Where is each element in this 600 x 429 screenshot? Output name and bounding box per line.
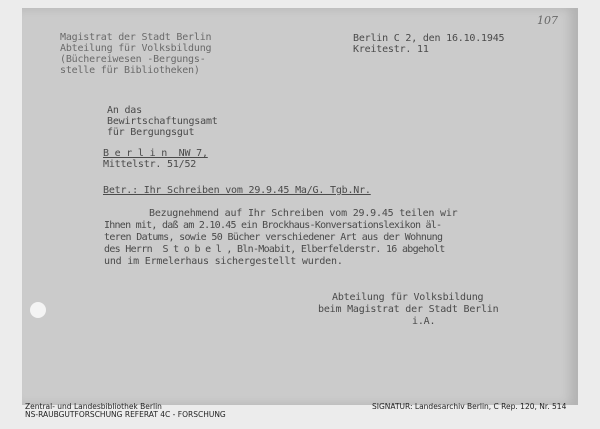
body-line: und im Ermelerhaus sichergestellt wurden.: [104, 256, 343, 267]
folio-number: 107: [537, 14, 558, 27]
sender-line: (Büchereiwesen -Bergungs-: [60, 54, 206, 65]
footer-institution: Zentral- und Landesbibliothek Berlin: [25, 402, 162, 411]
sender-line: Magistrat der Stadt Berlin: [60, 32, 212, 43]
sender-line: Abteilung für Volksbildung: [60, 43, 212, 54]
signature-line: i.A.: [412, 316, 436, 327]
subject-line: Betr.: Ihr Schreiben vom 29.9.45 Ma/G. Tgb.Nr.: [103, 185, 371, 196]
punch-hole: [30, 302, 46, 318]
footer-signatur: SIGNATUR: Landesarchiv Berlin, C Rep. 120, Nr. 514: [372, 402, 567, 411]
recipient-city: B e r l i n NW 7,: [103, 148, 208, 159]
footer-department: NS-RAUBGUTFORSCHUNG REFERAT 4C - FORSCHUNG: [25, 410, 226, 419]
body-line: teren Datums, sowie 50 Bücher verschiedener Art aus der Wohnung: [104, 232, 443, 243]
body-line: des Herrn S t o b e l , Bln-Moabit, Elberfelderstr. 16 abgeholt: [104, 244, 445, 255]
recipient-line: für Bergungsgut: [107, 127, 195, 138]
signature-line: beim Magistrat der Stadt Berlin: [318, 304, 499, 315]
place-date: Berlin C 2, den 16.10.1945: [353, 33, 505, 44]
body-line: Ihnen mit, daß am 2.10.45 ein Brockhaus-Konversationslexikon äl-: [104, 220, 442, 231]
signature-line: Abteilung für Volksbildung: [332, 292, 484, 303]
body-line: Bezugnehmend auf Ihr Schreiben vom 29.9.45 teilen wir: [149, 208, 458, 219]
sender-line: stelle für Bibliotheken): [60, 65, 200, 76]
recipient-line: Bewirtschaftungsamt: [107, 116, 218, 127]
recipient-line: An das: [107, 105, 142, 116]
sender-street: Kreitestr. 11: [353, 44, 429, 55]
recipient-street: Mittelstr. 51/52: [103, 159, 197, 170]
